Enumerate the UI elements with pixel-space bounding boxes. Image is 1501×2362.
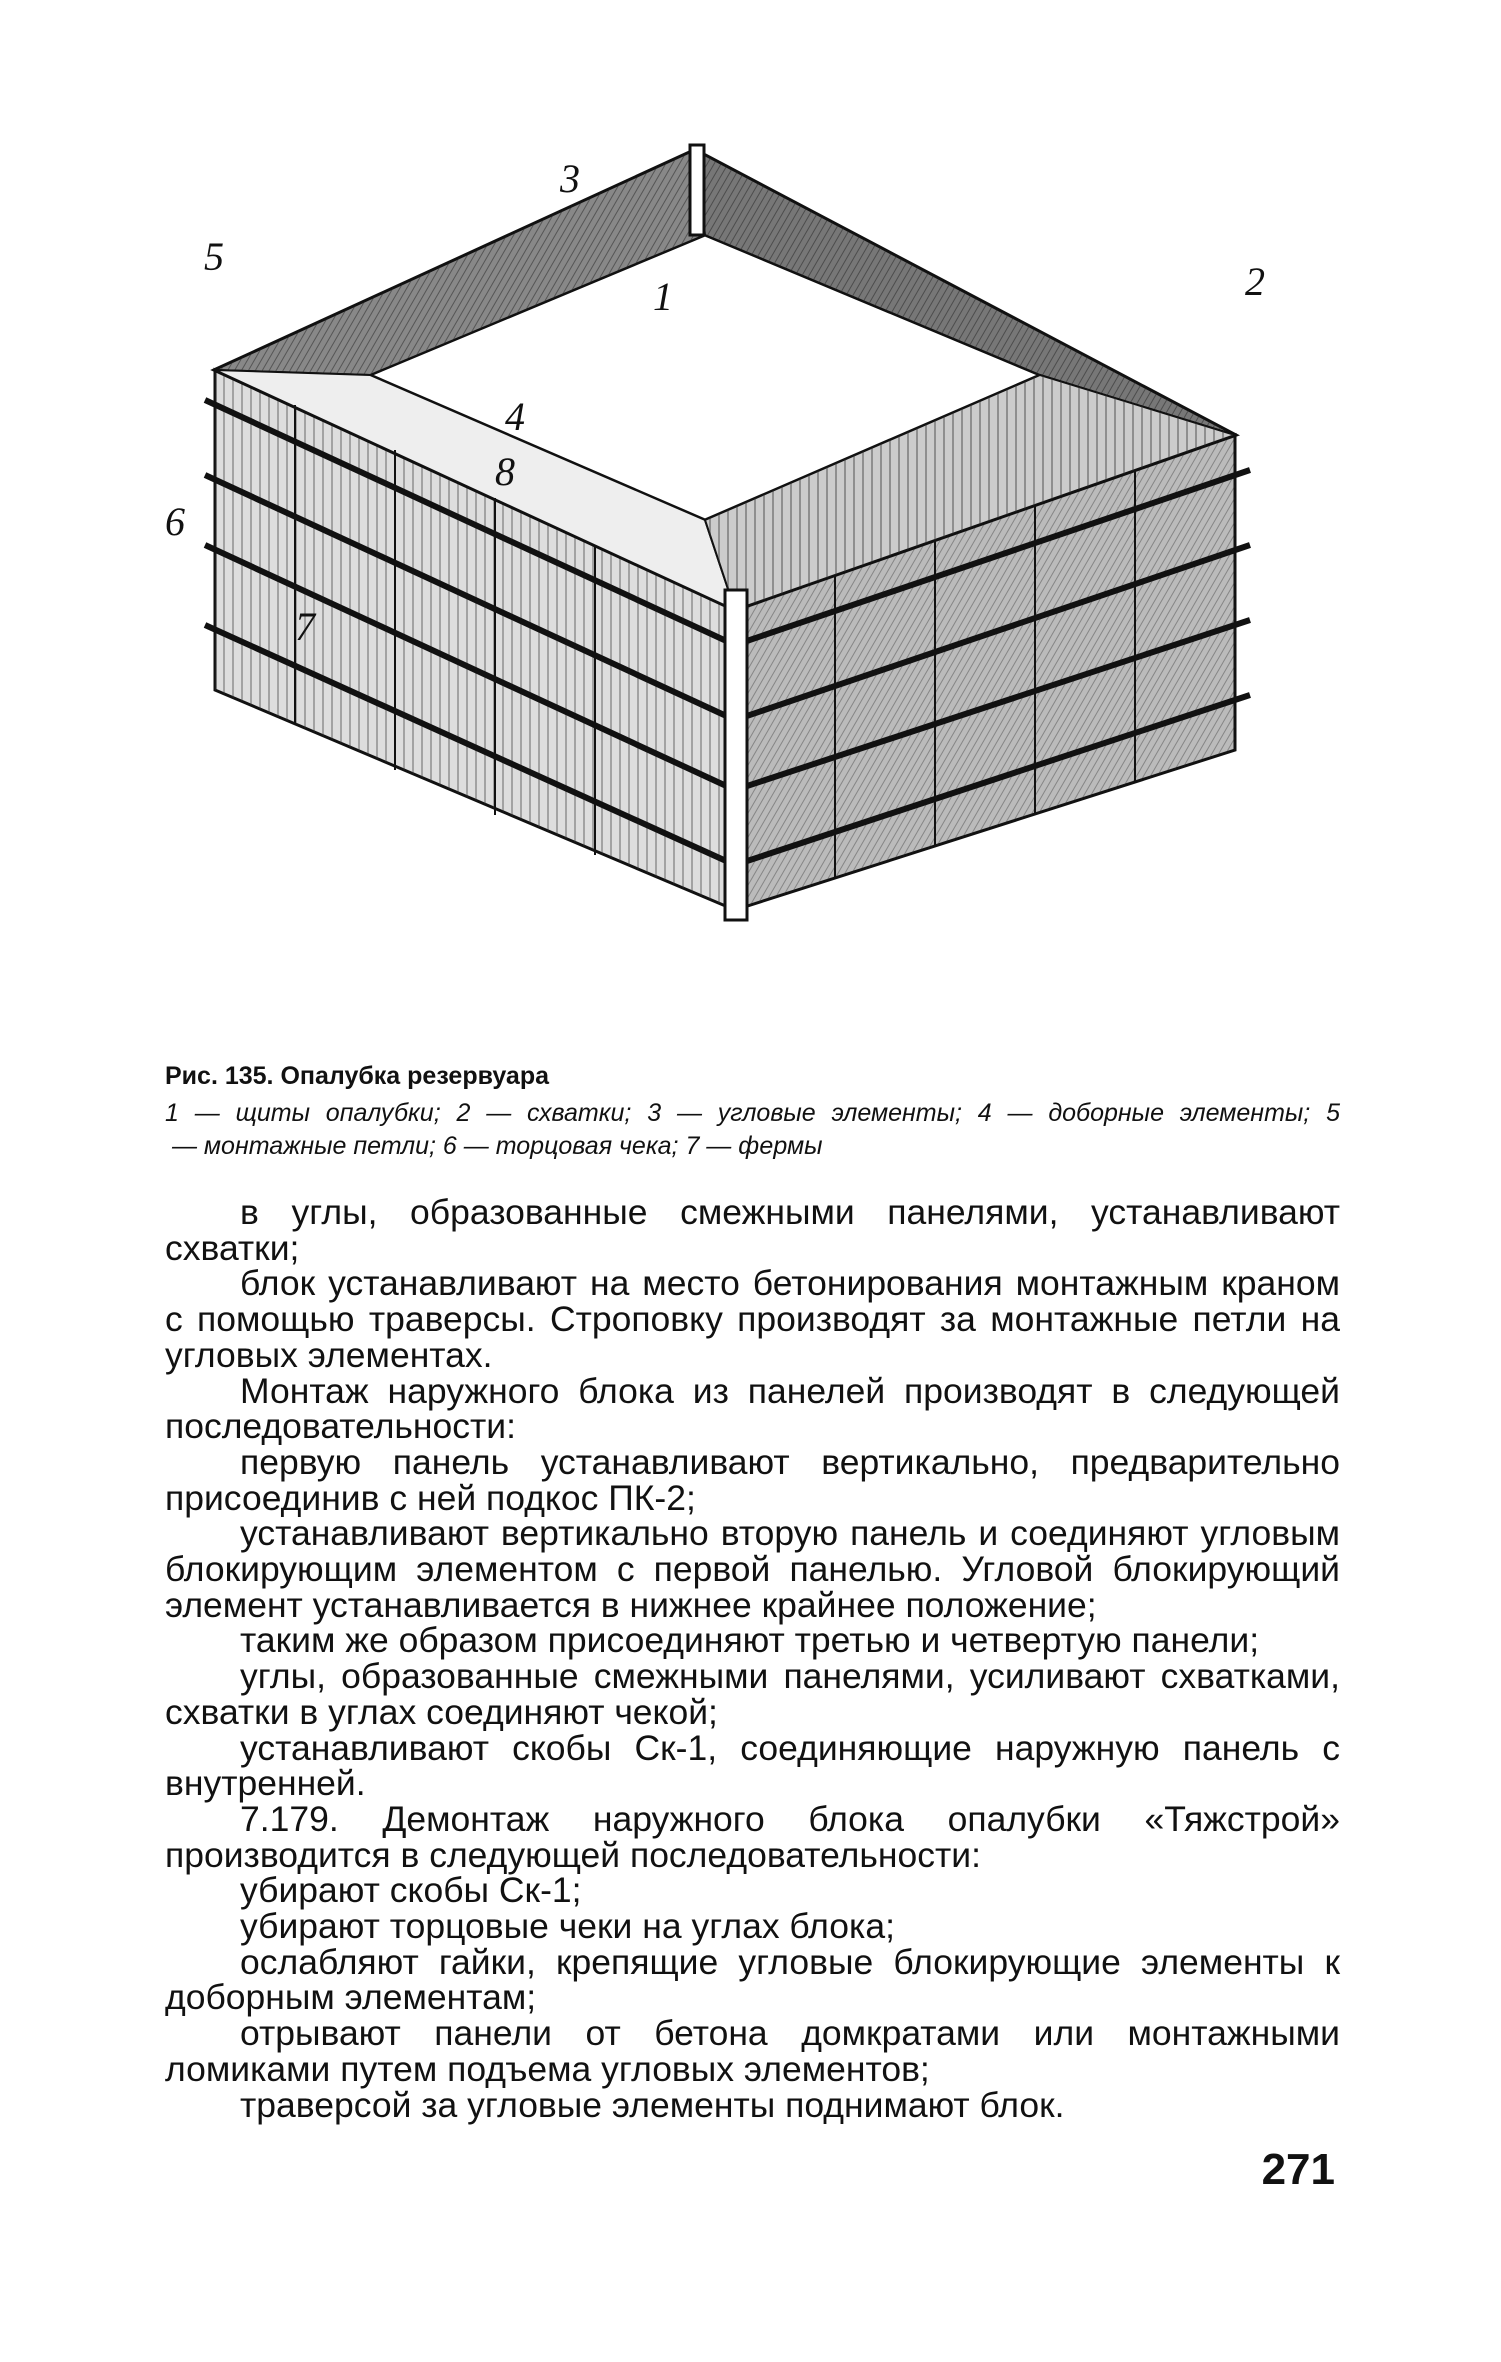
body-text (165, 1192, 1340, 2125)
callout-7: 7 (295, 604, 315, 649)
paragraph: устанавливают вертикально вторую панель и соединяют угловым блокирующим элементом с первой панелью. Угловой блокирующий элемент устанавливается в нижнее крайнее положение; (165, 1513, 1340, 1625)
legend-item: 7 — фермы (685, 1132, 823, 1160)
paragraph: 7.179. Демонтаж наружного блока опалубки «Тяжстрой» производится в следующей последовательности: (165, 1798, 1340, 1875)
callout-5: 5 (204, 234, 224, 279)
paragraph: углы, образованные смежными панелями, усиливают схватками, схватки в углах соединяют чекой; (165, 1656, 1340, 1732)
paragraph: в углы, образованные смежными панелями, устанавливают схватки; (165, 1192, 1340, 1268)
callout-3: 3 (560, 156, 580, 201)
paragraph: таким же образом присоединяют третью и четвертую панели; (240, 1620, 1260, 1661)
callout-8: 8 (495, 449, 515, 494)
legend-item: 6 — торцовая чека; (442, 1132, 679, 1160)
legend-item: 5 — монтажные петли; (165, 1099, 1340, 1160)
callout-4: 4 (505, 394, 525, 439)
callout-2: 2 (1245, 259, 1265, 304)
paragraph: устанавливают скобы Ск-1, соединяющие наружную панель с внутренней. (165, 1727, 1340, 1804)
figure-caption (165, 1062, 1340, 1163)
paragraph: первую панель устанавливают вертикально, предварительно присоединив с ней подкос ПК-2; (165, 1441, 1340, 1518)
caption-legend (165, 1097, 1340, 1163)
callout-6: 6 (165, 499, 185, 544)
paragraph: Монтаж наружного блока из панелей производят в следующей последовательности: (165, 1370, 1340, 1447)
legend-item: 4 — доборные элементы; (977, 1099, 1311, 1127)
legend-item: 3 — угловые элементы; (647, 1099, 962, 1127)
page-number: 271 (1261, 2145, 1335, 2194)
paragraph: ослабляют гайки, крепящие угловые блокирующие элементы к доборным элементам; (165, 1941, 1340, 2018)
paragraph: траверсой за угловые элементы поднимают блок. (240, 2084, 1065, 2125)
paragraph: убирают скобы Ск-1; (240, 1870, 582, 1911)
paragraph: блок устанавливают на место бетонирования монтажным краном с помощью траверсы. Строповку производят за монтажные петли на угловых элементах. (165, 1263, 1340, 1375)
formwork-illustration (165, 150, 1325, 1055)
formwork-drawing (165, 150, 1325, 1055)
caption-title: Рис. 135. Опалубка резервуара (165, 1062, 549, 1090)
callout-1: 1 (653, 274, 673, 319)
legend-item: 1 — щиты опалубки; (165, 1099, 441, 1127)
paragraph: убирают торцовые чеки на углах блока; (240, 1906, 895, 1947)
paragraph: отрывают панели от бетона домкратами или монтажными ломиками путем подъема угловых элементов; (165, 2013, 1340, 2089)
legend-item: 2 — схватки; (456, 1099, 632, 1127)
